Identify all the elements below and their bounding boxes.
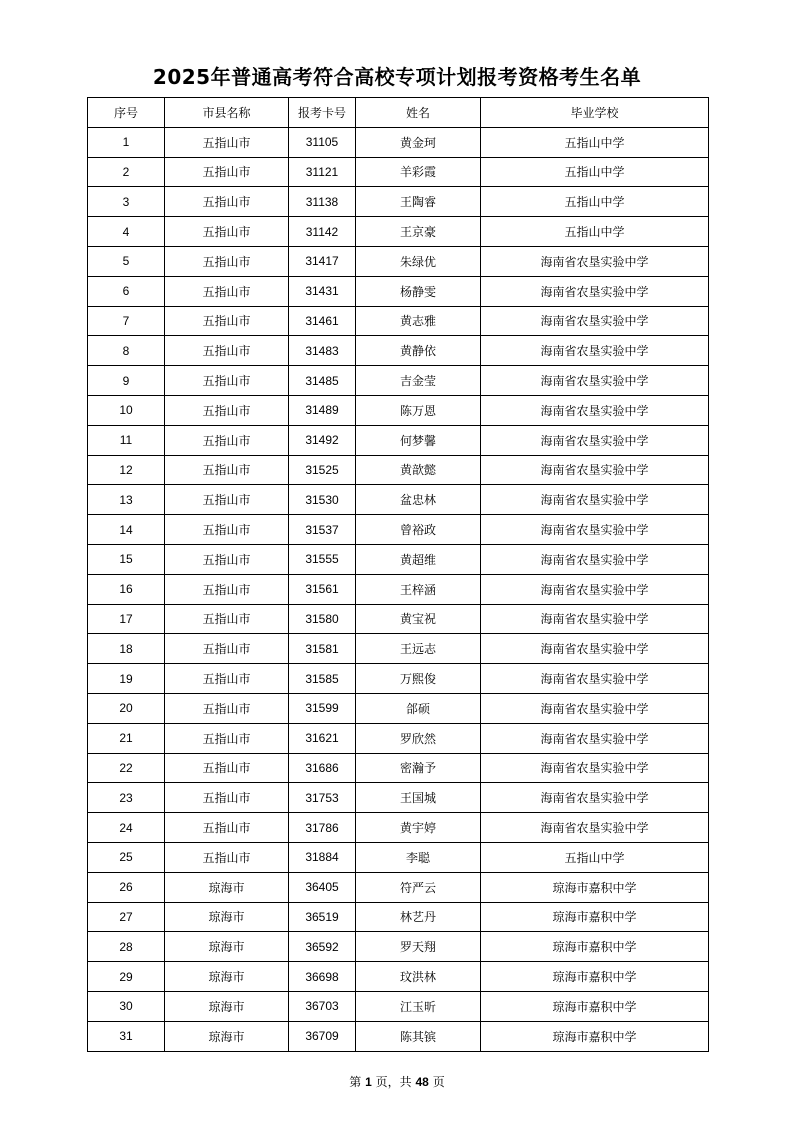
row-city: 五指山市 <box>165 783 289 813</box>
row-index: 27 <box>88 902 165 932</box>
row-city: 琼海市 <box>165 962 289 992</box>
row-card-number: 36698 <box>289 962 356 992</box>
table-row <box>88 276 709 306</box>
row-index: 16 <box>88 574 165 604</box>
row-city: 琼海市 <box>165 991 289 1021</box>
row-index: 11 <box>88 425 165 455</box>
row-card-number: 31492 <box>289 425 356 455</box>
row-school: 琼海市嘉积中学 <box>481 991 709 1021</box>
row-city: 五指山市 <box>165 425 289 455</box>
row-city: 琼海市 <box>165 932 289 962</box>
row-index: 7 <box>88 306 165 336</box>
row-city: 五指山市 <box>165 455 289 485</box>
row-card-number: 31686 <box>289 753 356 783</box>
row-index: 23 <box>88 783 165 813</box>
header-school: 毕业学校 <box>481 98 709 128</box>
row-city: 五指山市 <box>165 127 289 157</box>
table-row <box>88 336 709 366</box>
row-name: 陈其镔 <box>356 1021 481 1051</box>
row-school: 海南省农垦实验中学 <box>481 574 709 604</box>
footer-suffix: 页 <box>432 1075 445 1089</box>
row-school: 海南省农垦实验中学 <box>481 664 709 694</box>
header-name: 姓名 <box>356 98 481 128</box>
row-city: 五指山市 <box>165 515 289 545</box>
row-card-number: 31786 <box>289 813 356 843</box>
header-index: 序号 <box>88 98 165 128</box>
footer-page-number: 1 <box>365 1075 372 1089</box>
row-school: 琼海市嘉积中学 <box>481 932 709 962</box>
row-name: 李聪 <box>356 842 481 872</box>
row-school: 海南省农垦实验中学 <box>481 425 709 455</box>
row-school: 海南省农垦实验中学 <box>481 246 709 276</box>
row-card-number: 31581 <box>289 634 356 664</box>
row-school: 五指山中学 <box>481 157 709 187</box>
row-index: 5 <box>88 246 165 276</box>
row-school: 五指山中学 <box>481 842 709 872</box>
row-card-number: 31884 <box>289 842 356 872</box>
row-index: 8 <box>88 336 165 366</box>
row-card-number: 31580 <box>289 604 356 634</box>
row-name: 曾裕政 <box>356 515 481 545</box>
row-card-number: 36709 <box>289 1021 356 1051</box>
row-index: 28 <box>88 932 165 962</box>
row-card-number: 31142 <box>289 217 356 247</box>
row-card-number: 31525 <box>289 455 356 485</box>
table-row <box>88 187 709 217</box>
footer-total-pages: 48 <box>415 1075 429 1089</box>
candidate-table <box>87 97 709 1052</box>
row-index: 14 <box>88 515 165 545</box>
table-row <box>88 306 709 336</box>
row-city: 五指山市 <box>165 604 289 634</box>
row-card-number: 31105 <box>289 127 356 157</box>
row-index: 10 <box>88 395 165 425</box>
document-title: 2025年普通高考符合高校专项计划报考资格考生名单 <box>152 65 642 89</box>
table-row <box>88 574 709 604</box>
table-row <box>88 842 709 872</box>
table-row <box>88 991 709 1021</box>
row-name: 吉金莹 <box>356 366 481 396</box>
row-city: 五指山市 <box>165 723 289 753</box>
row-city: 五指山市 <box>165 306 289 336</box>
row-index: 6 <box>88 276 165 306</box>
row-school: 琼海市嘉积中学 <box>481 872 709 902</box>
table-row <box>88 872 709 902</box>
row-card-number: 31485 <box>289 366 356 396</box>
table-row <box>88 783 709 813</box>
row-card-number: 31431 <box>289 276 356 306</box>
row-school: 五指山中学 <box>481 187 709 217</box>
row-index: 22 <box>88 753 165 783</box>
table-row <box>88 604 709 634</box>
row-index: 25 <box>88 842 165 872</box>
row-city: 五指山市 <box>165 544 289 574</box>
header-card-number: 报考卡号 <box>289 98 356 128</box>
row-index: 20 <box>88 693 165 723</box>
row-card-number: 31121 <box>289 157 356 187</box>
row-city: 五指山市 <box>165 813 289 843</box>
row-city: 五指山市 <box>165 246 289 276</box>
row-name: 黄宇婷 <box>356 813 481 843</box>
row-name: 陈万恩 <box>356 395 481 425</box>
row-school: 海南省农垦实验中学 <box>481 455 709 485</box>
row-index: 17 <box>88 604 165 634</box>
row-card-number: 31417 <box>289 246 356 276</box>
table-row <box>88 366 709 396</box>
table-row <box>88 902 709 932</box>
row-name: 黄超维 <box>356 544 481 574</box>
row-index: 18 <box>88 634 165 664</box>
row-card-number: 31537 <box>289 515 356 545</box>
row-school: 海南省农垦实验中学 <box>481 336 709 366</box>
row-index: 4 <box>88 217 165 247</box>
table-row <box>88 157 709 187</box>
row-name: 王陶睿 <box>356 187 481 217</box>
row-school: 海南省农垦实验中学 <box>481 693 709 723</box>
row-card-number: 31530 <box>289 485 356 515</box>
row-school: 海南省农垦实验中学 <box>481 276 709 306</box>
row-school: 海南省农垦实验中学 <box>481 366 709 396</box>
row-name: 罗欣然 <box>356 723 481 753</box>
row-index: 19 <box>88 664 165 694</box>
row-card-number: 31585 <box>289 664 356 694</box>
row-card-number: 31555 <box>289 544 356 574</box>
table-row <box>88 932 709 962</box>
row-index: 31 <box>88 1021 165 1051</box>
row-name: 密瀚予 <box>356 753 481 783</box>
row-card-number: 36592 <box>289 932 356 962</box>
row-name: 羊彩霞 <box>356 157 481 187</box>
table-row <box>88 217 709 247</box>
row-city: 五指山市 <box>165 366 289 396</box>
row-name: 王国城 <box>356 783 481 813</box>
row-school: 海南省农垦实验中学 <box>481 723 709 753</box>
row-index: 21 <box>88 723 165 753</box>
row-city: 五指山市 <box>165 664 289 694</box>
row-card-number: 31461 <box>289 306 356 336</box>
row-card-number: 31489 <box>289 395 356 425</box>
row-name: 黄金珂 <box>356 127 481 157</box>
table-row <box>88 693 709 723</box>
row-name: 朱绿优 <box>356 246 481 276</box>
row-city: 五指山市 <box>165 485 289 515</box>
row-name: 王京豪 <box>356 217 481 247</box>
row-school: 海南省农垦实验中学 <box>481 783 709 813</box>
footer-mid: 页，共 <box>375 1075 412 1089</box>
row-index: 9 <box>88 366 165 396</box>
table-row <box>88 664 709 694</box>
row-index: 26 <box>88 872 165 902</box>
row-city: 五指山市 <box>165 276 289 306</box>
row-city: 五指山市 <box>165 217 289 247</box>
table-body <box>88 127 709 1051</box>
row-name: 王远志 <box>356 634 481 664</box>
row-name: 王梓涵 <box>356 574 481 604</box>
row-city: 五指山市 <box>165 336 289 366</box>
table-row <box>88 395 709 425</box>
table-row <box>88 753 709 783</box>
row-card-number: 31138 <box>289 187 356 217</box>
row-index: 12 <box>88 455 165 485</box>
row-school: 琼海市嘉积中学 <box>481 902 709 932</box>
row-name: 罗天翔 <box>356 932 481 962</box>
row-index: 13 <box>88 485 165 515</box>
row-school: 海南省农垦实验中学 <box>481 306 709 336</box>
row-index: 3 <box>88 187 165 217</box>
row-index: 2 <box>88 157 165 187</box>
table-row <box>88 127 709 157</box>
row-index: 29 <box>88 962 165 992</box>
table-row <box>88 246 709 276</box>
row-name: 黄静依 <box>356 336 481 366</box>
row-city: 五指山市 <box>165 187 289 217</box>
row-card-number: 31483 <box>289 336 356 366</box>
row-city: 琼海市 <box>165 872 289 902</box>
row-index: 15 <box>88 544 165 574</box>
row-city: 五指山市 <box>165 574 289 604</box>
row-card-number: 31753 <box>289 783 356 813</box>
row-school: 海南省农垦实验中学 <box>481 544 709 574</box>
row-school: 海南省农垦实验中学 <box>481 813 709 843</box>
row-name: 郃硕 <box>356 693 481 723</box>
table-row <box>88 515 709 545</box>
row-name: 黄歆懿 <box>356 455 481 485</box>
row-city: 五指山市 <box>165 157 289 187</box>
row-index: 30 <box>88 991 165 1021</box>
row-school: 五指山中学 <box>481 127 709 157</box>
row-city: 琼海市 <box>165 902 289 932</box>
row-name: 玟洪林 <box>356 962 481 992</box>
row-city: 五指山市 <box>165 634 289 664</box>
row-city: 五指山市 <box>165 693 289 723</box>
table-row <box>88 485 709 515</box>
row-name: 万熙俊 <box>356 664 481 694</box>
row-name: 何梦馨 <box>356 425 481 455</box>
row-city: 琼海市 <box>165 1021 289 1051</box>
row-card-number: 31621 <box>289 723 356 753</box>
row-school: 海南省农垦实验中学 <box>481 395 709 425</box>
table-row <box>88 1021 709 1051</box>
row-school: 海南省农垦实验中学 <box>481 485 709 515</box>
row-name: 符严云 <box>356 872 481 902</box>
row-school: 海南省农垦实验中学 <box>481 634 709 664</box>
row-name: 黄志雅 <box>356 306 481 336</box>
row-city: 五指山市 <box>165 753 289 783</box>
page-footer <box>0 1072 794 1092</box>
table-header-row <box>88 98 709 128</box>
row-index: 24 <box>88 813 165 843</box>
row-card-number: 36405 <box>289 872 356 902</box>
row-city: 五指山市 <box>165 395 289 425</box>
row-school: 海南省农垦实验中学 <box>481 604 709 634</box>
row-school: 五指山中学 <box>481 217 709 247</box>
row-name: 江玉昕 <box>356 991 481 1021</box>
row-index: 1 <box>88 127 165 157</box>
table-row <box>88 544 709 574</box>
row-name: 黄宝祝 <box>356 604 481 634</box>
row-card-number: 36703 <box>289 991 356 1021</box>
row-card-number: 36519 <box>289 902 356 932</box>
table-row <box>88 723 709 753</box>
row-name: 林艺丹 <box>356 902 481 932</box>
table-row <box>88 962 709 992</box>
row-school: 海南省农垦实验中学 <box>481 753 709 783</box>
row-name: 盆忠林 <box>356 485 481 515</box>
header-city: 市县名称 <box>165 98 289 128</box>
row-school: 海南省农垦实验中学 <box>481 515 709 545</box>
footer-prefix: 第 <box>349 1075 362 1089</box>
row-school: 琼海市嘉积中学 <box>481 1021 709 1051</box>
table-row <box>88 634 709 664</box>
row-card-number: 31561 <box>289 574 356 604</box>
row-card-number: 31599 <box>289 693 356 723</box>
table-row <box>88 455 709 485</box>
row-name: 杨静雯 <box>356 276 481 306</box>
row-city: 五指山市 <box>165 842 289 872</box>
table-row <box>88 813 709 843</box>
row-school: 琼海市嘉积中学 <box>481 962 709 992</box>
table-row <box>88 425 709 455</box>
